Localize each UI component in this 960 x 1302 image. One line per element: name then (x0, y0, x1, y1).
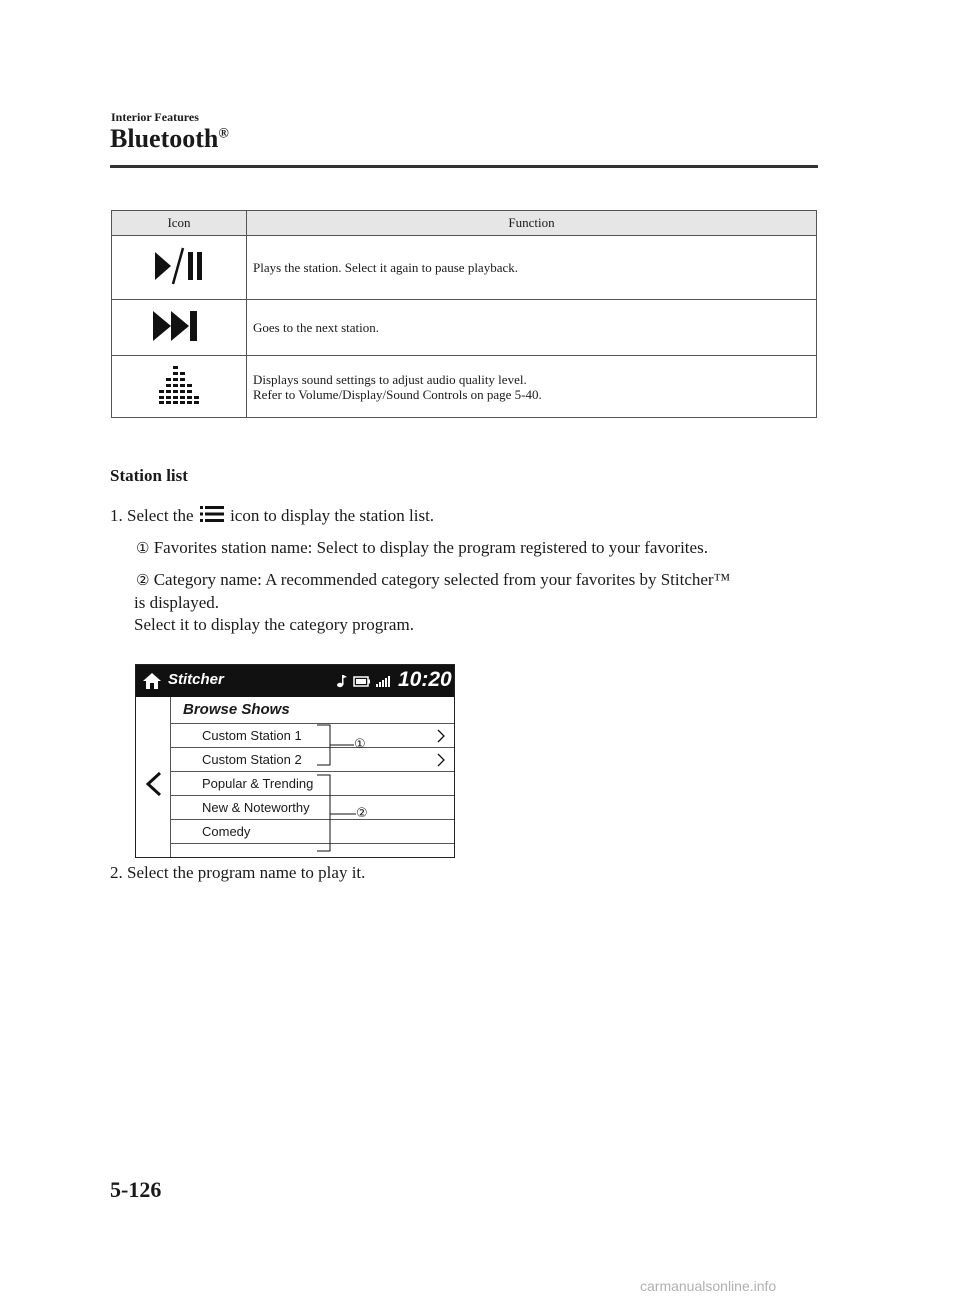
note-category-line: is displayed. (134, 593, 219, 612)
status-icons (336, 673, 394, 689)
stitcher-screen (135, 664, 455, 858)
skip-next-icon (151, 309, 207, 343)
note-category-text: Category name: A recommended category selected from your favorites by Stitcher™ (149, 570, 731, 589)
row-extension (330, 723, 454, 748)
row-extension (330, 747, 454, 772)
signal-icon (376, 676, 390, 687)
screen-list-item-label: Comedy (202, 824, 251, 839)
step-1-text-end: icon to display the station list. (225, 506, 435, 525)
screen-list-item[interactable] (170, 820, 330, 844)
page-number: 5-126 (110, 1177, 162, 1202)
function-text: Plays the station. Select it again to pause playback. (253, 260, 518, 275)
back-column[interactable] (136, 697, 171, 857)
screen-list-title: Browse Shows (170, 697, 454, 724)
note-favorites-text: Favorites station name: Select to display the program registered to your favorites. (149, 538, 708, 557)
section-heading: Station list (110, 466, 188, 485)
step-1-text: 1. Select the (110, 506, 198, 525)
callout-marker-1: ① (136, 539, 150, 557)
icon-cell (112, 236, 247, 300)
screen-list-item[interactable] (170, 796, 330, 820)
row-extension (330, 771, 454, 796)
row-extension (330, 795, 454, 820)
note-category (136, 570, 826, 590)
step-2: 2. Select the program name to play it. (110, 863, 366, 882)
page-title (110, 124, 229, 154)
screen-list (170, 697, 454, 854)
section-label: Interior Features (111, 110, 199, 124)
step-1 (110, 504, 434, 526)
column-header-icon: Icon (112, 211, 247, 236)
screen-list-item-label: New & Noteworthy (202, 800, 310, 815)
note-category-continued (134, 592, 414, 636)
callout-label-2: ② (356, 806, 368, 821)
screen-title-bar (136, 665, 454, 697)
table-header-row (112, 211, 817, 236)
icon-cell (112, 356, 247, 418)
function-text: Goes to the next station. (253, 320, 380, 335)
home-icon[interactable] (142, 672, 162, 690)
callout-marker-2: ② (136, 571, 150, 589)
screen-list-item-label: Custom Station 1 (202, 728, 302, 743)
screen-list-item-partial (170, 844, 330, 854)
screen-list-item[interactable] (170, 772, 330, 796)
function-cell (247, 236, 817, 300)
note-favorites (136, 538, 708, 558)
screen-list-item[interactable] (170, 724, 330, 748)
function-cell (247, 356, 817, 418)
music-note-icon (337, 675, 347, 687)
list-icon (198, 504, 226, 524)
registered-mark: ® (218, 126, 229, 142)
play-pause-icon (149, 246, 209, 286)
equalizer-icon (155, 364, 203, 406)
battery-icon (354, 677, 370, 686)
back-arrow-icon[interactable] (142, 769, 164, 799)
watermark: carmanualsonline.info (640, 1278, 777, 1294)
table-row (112, 236, 817, 300)
header-divider (110, 165, 818, 168)
function-text: Displays sound settings to adjust audio quality level. (253, 371, 527, 387)
screen-list-item-label: Popular & Trending (202, 776, 314, 791)
icon-function-table (111, 210, 817, 418)
table-row (112, 300, 817, 356)
page-title-text: Bluetooth (110, 124, 219, 153)
note-category-line: Select it to display the category program. (134, 615, 414, 634)
screen-list-item[interactable] (170, 748, 330, 772)
screen-list-item-label: Custom Station 2 (202, 752, 302, 767)
screen-clock: 10:20 (398, 668, 452, 691)
screen-title: Stitcher (168, 671, 224, 688)
row-extension (330, 819, 454, 844)
table-row (112, 356, 817, 418)
callout-label-1: ① (354, 737, 366, 752)
icon-cell (112, 300, 247, 356)
function-text: Refer to Volume/Display/Sound Controls on page 5-40. (253, 386, 542, 402)
column-header-function: Function (247, 211, 817, 236)
function-cell (247, 300, 817, 356)
